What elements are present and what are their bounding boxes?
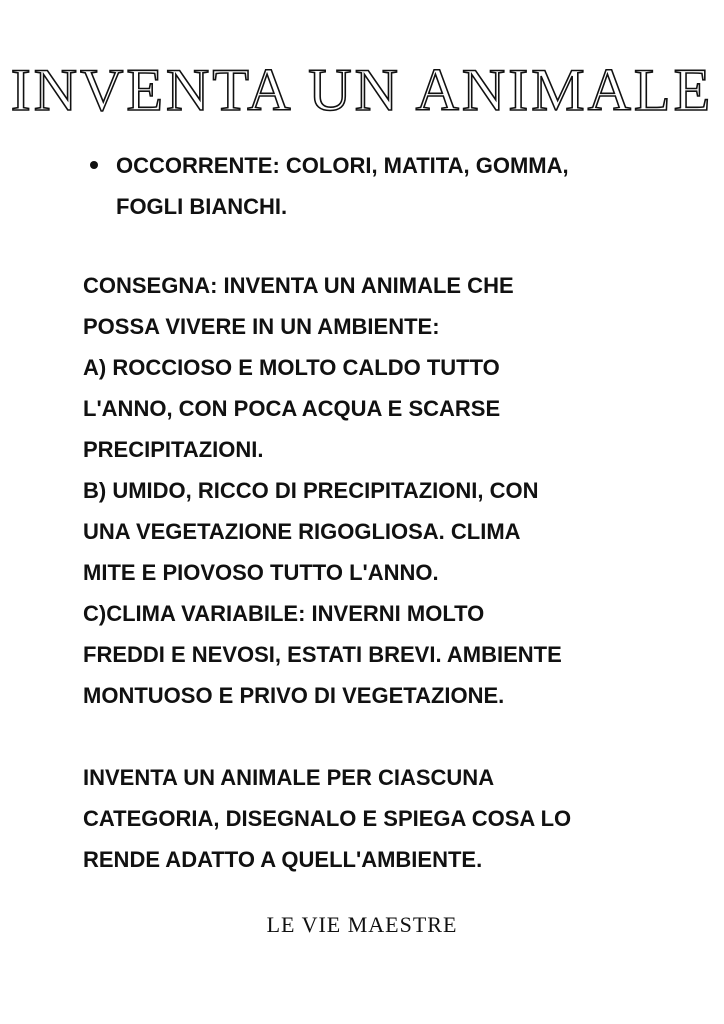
instructions-line: UNA VEGETAZIONE RIGOGLIOSA. CLIMA — [83, 519, 521, 544]
instructions-line: MITE E PIOVOSO TUTTO L'ANNO. — [83, 560, 439, 585]
instructions-line: POSSA VIVERE IN UN AMBIENTE: — [83, 314, 440, 339]
instructions-line: FREDDI E NEVOSI, ESTATI BREVI. AMBIENTE — [83, 642, 562, 667]
materials-list — [86, 145, 666, 227]
instructions-line: L'ANNO, CON POCA ACQUA E SCARSE — [83, 396, 501, 421]
instructions-line: B) UMIDO, RICCO DI PRECIPITAZIONI, CON — [83, 478, 539, 503]
instructions-line: PRECIPITAZIONI. — [83, 437, 264, 462]
instructions-line: A) ROCCIOSO E MOLTO CALDO TUTTO — [83, 355, 500, 380]
task-paragraph — [83, 757, 673, 880]
footer-brand: LE VIE MAESTRE — [266, 912, 458, 937]
instructions-paragraph — [83, 265, 673, 716]
instructions-line: CONSEGNA: INVENTA UN ANIMALE CHE — [83, 273, 514, 298]
task-line: RENDE ADATTO A QUELL'AMBIENTE. — [83, 847, 483, 872]
task-line: INVENTA UN ANIMALE PER CIASCUNA — [83, 765, 495, 790]
page-title: INVENTA UN ANIMALE — [10, 57, 714, 123]
task-line: CATEGORIA, DISEGNALO E SPIEGA COSA LO — [83, 806, 572, 831]
instructions-line: C)CLIMA VARIABILE: INVERNI MOLTO — [83, 601, 485, 626]
materials-line: FOGLI BIANCHI. — [116, 194, 288, 219]
bullet-dot-icon — [90, 161, 98, 169]
materials-item — [86, 145, 666, 227]
instructions-line: MONTUOSO E PRIVO DI VEGETAZIONE. — [83, 683, 505, 708]
materials-line: OCCORRENTE: COLORI, MATITA, GOMMA, — [116, 153, 569, 178]
